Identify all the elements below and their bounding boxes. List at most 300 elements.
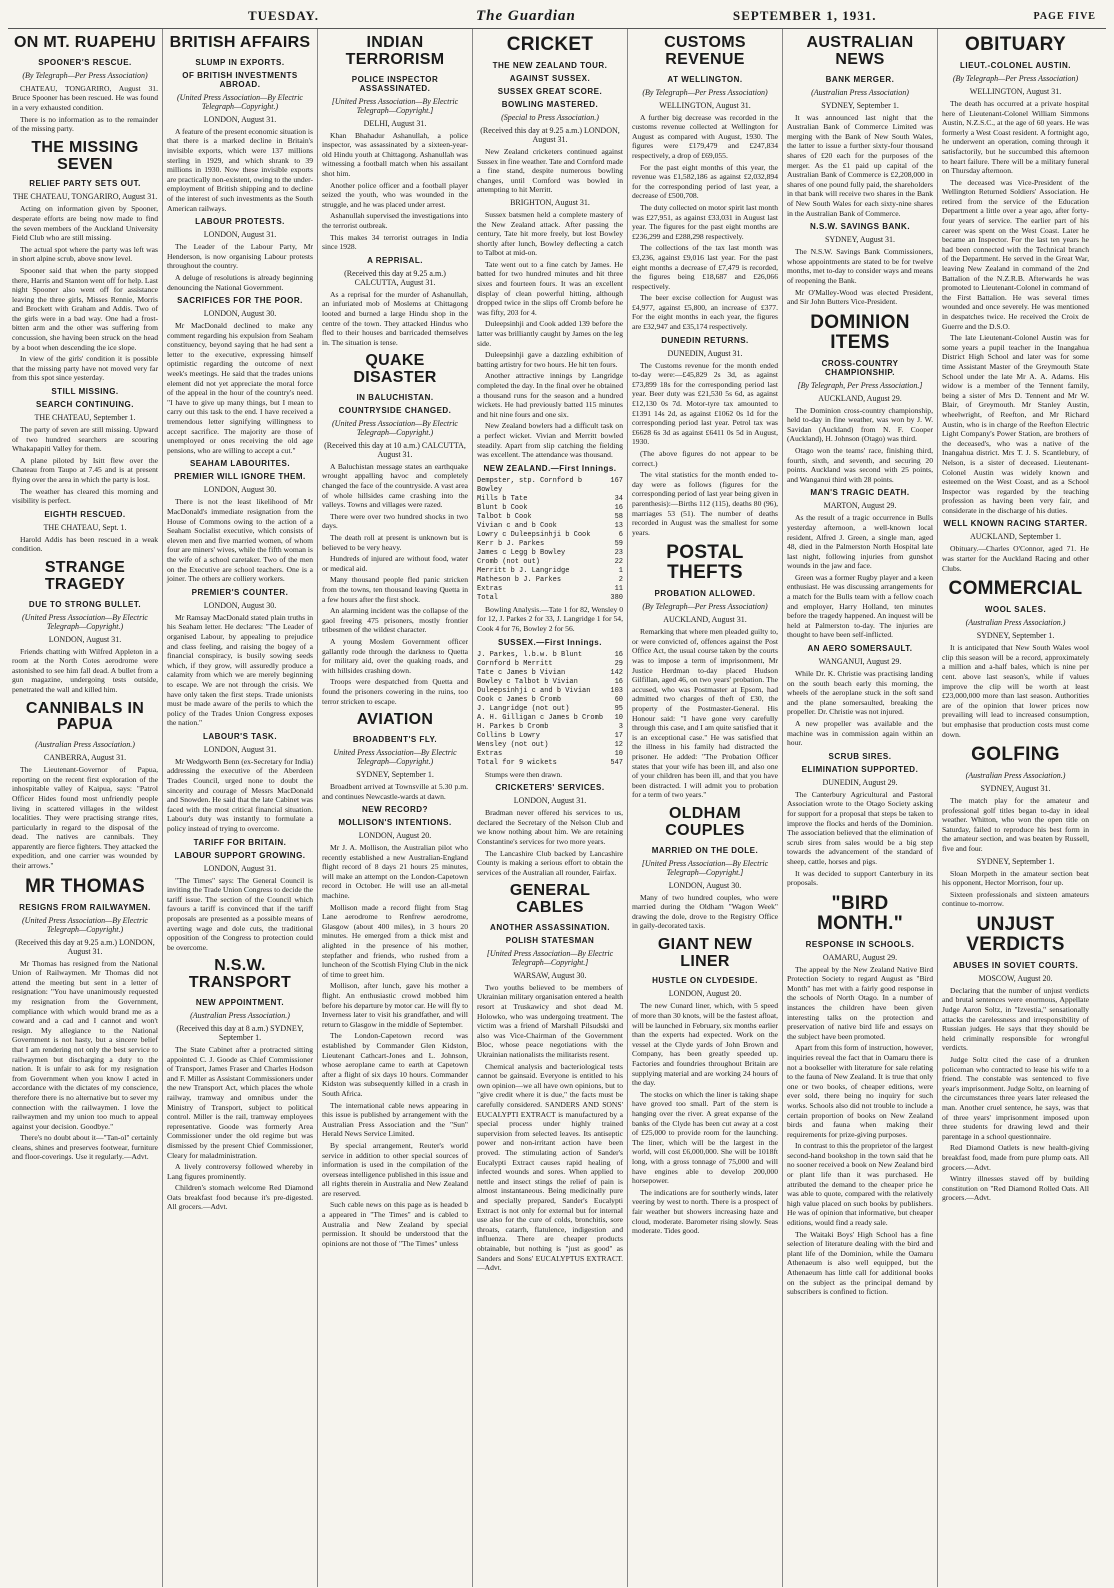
subhead: DUE TO STRONG BULLET. xyxy=(28,599,142,609)
scorecard-row xyxy=(477,594,623,603)
scorecard-row xyxy=(477,504,623,513)
runs-value: 142 xyxy=(610,668,623,677)
column-7 xyxy=(938,29,1093,1587)
headline-cricket: CRICKET xyxy=(506,34,594,55)
batsman-entry: Wensley (not out) xyxy=(477,740,549,749)
dateline: LONDON, August 31. xyxy=(48,634,122,644)
credit-line: (Special to Press Association.) xyxy=(501,112,599,122)
dateline: THE CHATEAU, September 1. xyxy=(34,413,136,423)
runs-value: 17 xyxy=(614,731,623,740)
runs-value: 23 xyxy=(614,548,623,557)
article-paragraph: A Baluchistan message states an earthquake wrought appalling havoc and completely changed the face of the countryside. A vast area of whole hillsides came crashing into the valleys. Towns and villages were razed. xyxy=(322,461,468,510)
batsman-entry: Dempster, stp. Cornford b Bowley xyxy=(477,476,583,494)
dateline: SYDNEY, September 1. xyxy=(356,769,434,779)
article-paragraph: Harold Addis has been rescued in a weak condition. xyxy=(12,534,158,554)
article-paragraph: Mr Wedgworth Benn (ex-Secretary for India) addressing the executive of the Aberdeen Trades Council, urged none to doubt the sincerity and courage of Messrs MacDonald and Snowden. He said that the late Cabinet was faced with the most critical financial situation. Labour's duty was instantly to formulate a policy instead of trying to overcome. xyxy=(167,756,313,834)
article-paragraph: There is not the least likelihood of Mr MacDonald's immediate resignation from the House of Commons owing to the action of a Seaham Socialist executive, which consists of eleven men and five married women, of whom four are miners' wives, while the fifth woman is the wife of a school caretaker. Two of the men on the Executive are school teachers. One is a joiner. The others are colliery workers. xyxy=(167,497,313,584)
dateline: WANGANUI, August 29. xyxy=(818,657,902,667)
dateline: WELLINGTON, August 31. xyxy=(659,100,751,110)
subhead: SACRIFICES FOR THE POOR. xyxy=(177,296,303,306)
headline-aviation: AVIATION xyxy=(356,711,434,729)
dateline: (Received this day at 9.25 a.m.) CALCUTTA, August 31. xyxy=(344,268,446,287)
credit-line: (United Press Association—By Electric Telegraph—Copyright.) xyxy=(22,915,148,934)
subhead: EIGHTH RESCUED. xyxy=(44,509,126,519)
newspaper-title: The Guardian xyxy=(475,7,576,24)
advertisement: Children's stomach welcome Red Diamond Oats breakfast food because it's pre-digested. All grocers.—Advt. xyxy=(167,1183,313,1212)
dateline: LONDON, August 31. xyxy=(513,796,587,806)
subhead: NEW RECORD? xyxy=(362,805,428,815)
scorecard-row xyxy=(477,660,623,669)
batsman-entry: Duleepsinhji c and b Vivian xyxy=(477,686,591,695)
subhead: N.S.W. SAVINGS BANK. xyxy=(809,222,911,232)
subhead: NEW APPOINTMENT. xyxy=(195,997,285,1007)
article-paragraph: A feature of the present economic situation is that there is a marked decline in Britain's invisible exports, which were 137 millions sterling in 1929, and which shrank to 39 millions in 1930. Now these invisible exports are practically non-existent, owing to the under-employment of British shipping and to decline of the interest of such investments as the South American railways. xyxy=(167,126,313,213)
article-paragraph: Two youths believed to be members of Ukrainian military organisation entered a health resort at Truskawicy and shot dead M. Holowko, who was undergoing treatment. The victim was a friend of Marshall Pilsudski and also was Vice-Chairman of the Government Bloc, whose peace negotiations with the Ukrainian nationalists the militarists resent. xyxy=(477,982,623,1060)
credit-line: (United Press Association—By Electric Telegraph—Copyright.) xyxy=(177,92,303,111)
credit-line: (United Press Association—By Electric Telegraph—Copyright.) xyxy=(332,418,458,437)
article-paragraph: The late Lieutenant-Colonel Austin was for some years a pupil teacher in the Inangahua District High School and later was for some time Assistant Master of the Greymouth State School under the late Mr A. A. Adams. His widow is a member of the Tennent family, being a sister of Mrs D. Tennent and Mr W. Blair, of Greymouth. Mr Stanley Austin, wheelwright, of Reefton, and Mr Richard Austin, who is in charge of the Reefton Electric Light Company's Power Station, are brothers of the deceased's, who was a native of the Inangahua district. Mrs T. J. S. Scantlebury, of Nelson, is a sister of deceased. Lieutenant-Colonel Austin was widely known and esteemed on the West Coast, and as a School Inspector was regarded by the teaching profession as having been very fair, and considerate in the discharge of his duties. xyxy=(942,333,1089,515)
article-paragraph: The match play for the amateur and professional golf titles began to-day in ideal weather. Whitton, who won the open title on Saturday, failed to reproduce his best form in the amateur section, and was beaten by Russell, five and four. xyxy=(942,796,1089,854)
subhead: BOWLING MASTERED. xyxy=(501,99,599,109)
scorecard-row xyxy=(477,750,623,759)
batsman-entry: Total xyxy=(477,593,499,602)
article-paragraph: The Waitaki Boys' High School has a fine selection of literature dealing with the bird and plant life of the Dominion, while the Oamaru Athenaeum is also well equipped, but the Athenaeum has little call for additional books on the subject as the principal demand by subscribers is confined to fiction. xyxy=(787,1229,933,1297)
runs-value: 16 xyxy=(614,650,623,659)
runs-value: 2 xyxy=(618,575,623,584)
article-paragraph: The vital statistics for the month ended to-day were as follows (figures for the corresponding period of last year being given in parenthesis):—Births 112 (115), deaths 80 (96), marriages 53 (51). The number of deaths recorded in August was the smallest for some years. xyxy=(632,470,778,537)
article-paragraph: Bowling Analysis.—Tate 1 for 82, Wensley 0 for 12, J. Parkes 2 for 33, J. Langridge 1 for 54, Cook 4 for 76, Bowley 2 for 56. xyxy=(477,604,623,633)
article-paragraph: The death roll at present is unknown but is believed to be very heavy. xyxy=(322,533,468,552)
article-paragraph: It was announced last night that the Australian Bank of Commerce Limited was merging with the Bank of New South Wales, the latter to issue a further sixty-four thousand shares of £20 each for the purposes of the merger. As the £1 paid up capital of the Australian Bank of Commerce is £2,208,000 in shares of one pound fully paid, the shareholders in that bank will receive two shares in the Bank of New South Wales for each sixty-nine shares in the Australian Bank of Commerce. xyxy=(787,112,933,218)
dateline: SYDNEY, September 1. xyxy=(821,100,899,110)
scorecard-row xyxy=(477,678,623,687)
article-paragraph: New Zealand cricketers continued against Sussex in fine weather. Tate and Cornford made a fine stand, despite numerous bowling changes, until Cornford was bowled in attempting to hit Merritt. xyxy=(477,146,623,195)
article-paragraph: The Canterbury Agricultural and Pastoral Association wrote to the Otago Society asking for support for a proposal that steps be taken to improve the flocks and herds of the Dominion. The association believed that the elimination of scrub sires from sales would be a big step towards the advancement of the standard of sheep, cattle, horses and pigs. xyxy=(787,789,933,866)
subhead: RESPONSE IN SCHOOLS. xyxy=(805,939,915,949)
subhead: SEAHAM LABOURITES. xyxy=(189,459,291,469)
scorecard-row xyxy=(477,567,623,576)
batsman-entry: Collins b Lowry xyxy=(477,731,541,740)
headline-british-affairs: BRITISH AFFAIRS xyxy=(169,34,311,51)
article-paragraph: The Customs revenue for the month ended to-day were:—£45,829 2s 3d, as against £73,899 18s for the corresponding period last year. Beer duty was £21,530 5s 6d, as against £12,130 0s 7d. Motor-tyre tax amounted to £1391 14s 2d, as against £1062 0s 1d for the corresponding period last year. Petrol tax was £6628 6s 3d as against £6411 0s 5d in August, 1930. xyxy=(632,360,778,447)
runs-value: 380 xyxy=(610,593,623,602)
dateline: LONDON, August 30. xyxy=(203,485,277,495)
article-paragraph: There is no information as to the remainder of the missing party. xyxy=(12,114,158,134)
notice-paragraph: By special arrangement, Reuter's world service in addition to other special sources of information is used in the compilation of the overseas intelligence published in this issue and all rights therein in Australia and New Zealand are reserved. xyxy=(322,1140,468,1198)
dateline: SYDNEY, August 31. xyxy=(980,784,1051,794)
dateline: DELHI, August 31. xyxy=(363,118,427,128)
scorecard-row xyxy=(477,651,623,660)
dateline: DUNEDIN, August 29. xyxy=(822,777,898,787)
batsman-entry: Kerr b J. Parkes xyxy=(477,539,545,548)
runs-value: 12 xyxy=(614,740,623,749)
scorecard-row xyxy=(477,495,623,504)
runs-value: 10 xyxy=(614,713,623,722)
dateline: CANBERRA, August 31. xyxy=(43,753,127,763)
article-paragraph: Broadbent arrived at Townsville at 5.30 p.m. and continues Newcastle-wards at dawn. xyxy=(322,781,468,801)
subhead: PROBATION ALLOWED. xyxy=(654,589,756,599)
subhead: STILL MISSING. xyxy=(51,387,119,397)
article-paragraph: It is anticipated that New South Wales wool clip this season will be a record, approximately a million and a-half bales, which is nine per cent. above last season's, while if values improve the clip will be worth at least £23,000,000 more than last season. Authorities are of the opinion that lower prices now prevailing will lead to increased consumption, but emphasise that production costs must come down. xyxy=(942,643,1089,739)
headline-postal-thefts: POSTAL THEFTS xyxy=(666,542,744,584)
article-paragraph: The State Cabinet after a protracted sitting appointed C. J. Goode as Chief Commissioner of Transport, James Fraser and Charles Hodson and F. Miller as Assistant Commissioners under the new Transport Act, which places the whole railway, tramway and omnibus under the Ministry of Transport, subject to political control. Miller is the rail, tramway employees representative. Goode was formerly Area Commissioner under the old regime but was dismissed by the present Chief Commissioner, Cleary for maladministration. xyxy=(167,1044,313,1160)
advertisement: There's no doubt about it—"Tan-ol" certainly cleans, shines and preserves footwear, furniture and floor-coverings. Use it regularly.—Advt. xyxy=(12,1133,158,1162)
scorecard-row xyxy=(477,540,623,549)
credit-line: [United Press Association—By Electric Telegraph—Copyright.] xyxy=(331,96,459,115)
runs-value: 58 xyxy=(614,512,623,521)
article-paragraph: Another police officer and a football player seized the youth, who was wounded in the struggle, and he was placed under arrest. xyxy=(322,180,468,209)
subhead: HUSTLE ON CLYDESIDE. xyxy=(652,976,758,986)
article-paragraph: The party of seven are still missing. Upward of two hundred searchers are scouring Whakapapiti Valley for them. xyxy=(12,425,158,454)
dateline: LONDON, August 30. xyxy=(203,309,277,319)
subhead: COUNTRYSIDE CHANGED. xyxy=(338,405,452,415)
column-5 xyxy=(628,29,783,1587)
article-paragraph: The actual spot where the party was left was in short alpine scrub, above snow level. xyxy=(12,244,158,264)
batsman-entry: Talbot b Cook xyxy=(477,512,532,521)
dateline: WELLINGTON, August 31. xyxy=(969,86,1062,96)
article-paragraph: Hundreds of injured are without food, water or medical aid. xyxy=(322,554,468,573)
batsman-entry: Total for 9 wickets xyxy=(477,758,557,767)
runs-value: 167 xyxy=(610,476,623,485)
notice-paragraph: The international cable news appearing in this issue is published by arrangement with the Australian Press Association and the "Sun" Herald News Service Limited. xyxy=(322,1100,468,1139)
article-paragraph: The death has occurred at a private hospital here of Lieutenant-Colonel William Simmons Austin, N.Z.S.C., at the age of 60 years. He was formerly a West Coast resident. A fortnight ago, he underwent an operation, coming through it satisfactorily, but he succumbed this afternoon to heart failure. There will be a military funeral on Thursday afternoon. xyxy=(942,98,1089,176)
scorecard-row xyxy=(477,696,623,705)
batsman-entry: Extras xyxy=(477,749,503,758)
credit-line: United Press Association—By Electric Telegraph—Copyright.) xyxy=(333,747,457,766)
article-paragraph: Judge Soltz cited the case of a drunken policeman who contracted to lease his wife to a friend. The constable was sentenced to five year's imprisonment. Judge Soltz, on learning of the circumstances three years later released the man. Another cruel sentence, he says, was that of three years' imprisonment imposed upon three students for drawing lewd and their parentage in a school questionnaire. xyxy=(942,1055,1089,1141)
subhead: IN BALUCHISTAN. xyxy=(356,392,434,402)
subhead: OF BRITISH INVESTMENTS ABROAD. xyxy=(182,70,298,89)
advertisement: Wintry illnesses staved off by building constitution on "Red Diamond Rolled Oats. All grocers.—Advt. xyxy=(942,1174,1089,1203)
scorecard-new-zealand xyxy=(477,477,623,603)
article-paragraph: The deceased was Vice-President of the Wellington Returned Soldiers' Association. He retired from the service of the Education Department a little over a year ago, after forty-four years of service. The earlier part of his career was spent on the West Coast. Later he became an Inspector. For the last ten years he had been connected with the Technical branch of the Department. He served in the Great War, leaving New Zealand in command of the 2nd Battalion of the N.Z.R.B. Afterwards he was promoted to Lieutenant-Colonel in command of the First Battalion. He was several times wounded and once severely. He was mentioned in despatches twice. He received the Croix de Guerre and the D.S.O. xyxy=(942,177,1089,331)
dateline: MARTON, August 29. xyxy=(823,501,897,511)
article-paragraph: Declaring that the number of unjust verdicts and brutal sentences were enormous, Appellate Judge Aaron Soltz, in "Izvestia," sensationally attacks the carelessness and irresponsibility of Russian judges. He says that they should be held criminally responsible for wrongful verdicts. xyxy=(942,985,1089,1053)
dateline: (Received this day at 10 a.m.) CALCUTTA, August 31. xyxy=(324,440,466,459)
headline-commercial: COMMERCIAL xyxy=(948,578,1083,600)
subhead: SUSSEX.—First Innings. xyxy=(498,637,602,647)
dateline: DUNEDIN, August 31. xyxy=(667,348,743,358)
subhead: AN AERO SOMERSAULT. xyxy=(807,644,913,654)
article-paragraph: It was decided to support Canterbury in its proposals. xyxy=(787,868,933,888)
subhead: RELIEF PARTY SETS OUT. xyxy=(29,179,141,189)
dateline: LONDON, August 31. xyxy=(203,230,277,240)
article-paragraph: Tate went out to a fine catch by James. He batted for two hundred minutes and hit three sixes and fourteen fours. It was an excellent display of clean powerful hitting, although dropped twice in the slips off Cromb before he was fifty, 203 for 4. xyxy=(477,259,623,317)
runs-value: 16 xyxy=(614,677,623,686)
batsman-entry: Lowry c Duleepsinhji b Cook xyxy=(477,530,591,539)
subhead: MAN'S TRAGIC DEATH. xyxy=(810,488,910,498)
article-paragraph: Mollison made a record flight from Stag Lane aerodrome to Renfrew aerodrome, Glasgow (about 400 miles), in 3 hours 20 minutes. He emerged from a thick mist and alighted in the presence of his mother, stepfather and friends, who rushed from a luncheon of the Scottish Flying Club in the nick of time to greet him. xyxy=(322,902,468,979)
subhead: POLICE INSPECTOR ASSASSINATED. xyxy=(351,74,439,93)
credit-line: (Australian Press Association.) xyxy=(965,618,1066,628)
article-paragraph: New Zealand bowlers had a difficult task on a perfect wicket. Vivian and Merritt bowled steadily. Apart from slip catching the fielding was excellent. The attendance was thousand. xyxy=(477,421,623,460)
runs-value: 16 xyxy=(614,503,623,512)
article-paragraph: The duty collected on motor spirit last month was £27,951, as against £33,031 in August last year. The figures for the past eight months are £236,299 and £288,298 respectively. xyxy=(632,202,778,241)
headline-missing-seven: THE MISSING SEVEN xyxy=(31,138,139,173)
subhead: MARRIED ON THE DOLE. xyxy=(651,845,759,855)
scorecard-row xyxy=(477,531,623,540)
article-paragraph: CHATEAU, TONGARIRO, August 31. Bruce Spooner has been rescued. He was found in a very exhausted condition. xyxy=(12,83,158,112)
article-paragraph: In view of the girls' condition it is possible that the missing party have not moved very far from this spot since yesterday. xyxy=(12,354,158,383)
subhead: SUSSEX GREAT SCORE. xyxy=(497,86,603,96)
dateline: SYDNEY, September 1. xyxy=(976,856,1055,866)
column-6 xyxy=(783,29,938,1587)
scorecard-row xyxy=(477,522,623,531)
runs-value: 22 xyxy=(614,557,623,566)
article-paragraph: Sixteen professionals and sixteen amateurs continue to-morrow. xyxy=(942,889,1089,909)
article-paragraph: A young Moslem Government officer gallantly rode through the darkness to Quetta for military aid, over the quaking roads, and with hillsides crashing down. xyxy=(322,636,468,675)
article-paragraph: An alarming incident was the collapse of the gaol freeing 475 prisoners, mostly frontier tribesmen of the wildest character. xyxy=(322,606,468,635)
scorecard-row xyxy=(477,705,623,714)
dateline: LONDON, August 31. xyxy=(203,863,277,873)
subhead: SPOONER'S RESCUE. xyxy=(38,57,132,67)
article-paragraph: Bradman never offered his services to us, declared the Secretary of the Nelson Club and we know nothing about him. We are retaining Constantine's services for two more years. xyxy=(477,808,623,846)
dateline: OAMARU, August 29. xyxy=(822,952,898,962)
runs-value: 59 xyxy=(614,539,623,548)
batsman-entry: Extras xyxy=(477,584,503,593)
subhead: THE NEW ZEALAND TOUR. xyxy=(492,60,608,70)
runs-value: 3 xyxy=(618,722,623,731)
dateline: LONDON, August 20. xyxy=(358,831,432,841)
headline-strange-tragedy: STRANGE TRAGEDY xyxy=(44,558,126,593)
batsman-entry: A. H. Gilligan c James b Cromb xyxy=(477,713,604,722)
scorecard-row xyxy=(477,558,623,567)
column-3 xyxy=(318,29,473,1587)
article-paragraph: Obituary.—Charles O'Connor, aged 71. He was starter for the Auckland Racing and other Clubs. xyxy=(942,544,1089,573)
runs-value: 1 xyxy=(618,566,623,575)
article-paragraph: For the past eight months of this year, the revenue was £1,582,186 as against £2,032,894 for the corresponding period of last year, a decrease of £500,708. xyxy=(632,162,778,201)
scorecard-row xyxy=(477,576,623,585)
batsman-entry: Vivian c and b Cook xyxy=(477,521,557,530)
subhead: DUNEDIN RETURNS. xyxy=(661,335,749,345)
article-paragraph: The London-Capetown record was established by Commander Glen Kidston, Lieutenant Cathcart-Jones and L. Johnson, whose aeroplane came to earth at Capetown after a flight of six days 10 hours. Commander Kidston was subsequently killed in a crash in South Africa. xyxy=(322,1031,468,1098)
headline-australian-news: AUSTRALIAN NEWS xyxy=(806,34,914,68)
batsman-entry: Cornford b Merritt xyxy=(477,659,553,668)
batsman-entry: Merritt b J. Langridge xyxy=(477,566,570,575)
dateline: MOSCOW, August 20. xyxy=(978,973,1053,983)
batsman-entry: Mills b Tate xyxy=(477,494,528,503)
article-paragraph: A further big decrease was recorded in the customs revenue collected at Wellington for August as compared with August, 1930. The figures were £179,479 and £247,834 respectively, a drop of £69,055. xyxy=(632,112,778,160)
headline-mt-ruapehu: ON MT. RUAPEHU xyxy=(14,34,156,51)
article-paragraph: Mollison, after lunch, gave his mother a flight. An enthusiastic crowd mobbed him before his departure by motor car. He will fly to Inverness later to visit his grandfather, and will return to Glasgow in the middle of September. xyxy=(322,981,468,1029)
article-paragraph: The beer excise collection for August was £4,977, against £5,800, an increase of £377. For the eight months in each year, the figures are £32,947 and £35,174 respectively. xyxy=(632,293,778,332)
article-paragraph: Many of two hundred couples, who were married during the Oldham "Wagon Week" drawing the dole, drove to the Registry Office in gaily-decorated taxis. xyxy=(632,892,778,931)
subhead: SCRUB SIRES. xyxy=(828,751,892,761)
dateline: LONDON, August 31. xyxy=(203,114,277,124)
article-paragraph: (The above figures do not appear to be correct.) xyxy=(632,449,778,468)
credit-line: (Australian Press Association.) xyxy=(35,740,135,750)
subhead: SLUMP IN EXPORTS. xyxy=(195,57,285,67)
subhead: AGAINST SUSSEX. xyxy=(509,73,591,83)
runs-value: 13 xyxy=(614,521,623,530)
article-paragraph: The Lieutenant-Governor of Papua, reporting on the recent first exploration of the inhospitable valley of Kaipua, says: "Patrol Officer Hides found most unfriendly people living in scattered villages in the wildest localities. They were practising strange rites, particularly in regard to the disposal of the dead. The natives are cannibals. They apparently are fierce fighters. They attacked the expedition, and one carrier was wounded by their arrows." xyxy=(12,765,158,871)
headline-indian-terrorism: INDIAN TERRORISM xyxy=(345,34,445,68)
subhead: PREMIER WILL IGNORE THEM. xyxy=(174,472,306,482)
subhead: MOLLISON'S INTENTIONS. xyxy=(338,818,452,828)
credit-line: (By Telegraph—Per Press Association) xyxy=(642,602,768,612)
batsman-entry: Blunt b Cook xyxy=(477,503,528,512)
runs-value: 60 xyxy=(614,695,623,704)
subhead: TARIFF FOR BRITAIN. xyxy=(193,837,287,847)
article-paragraph: The stocks on which the liner is taking shape have groved too small. Part of the stern is hanging over the river. A great expanse of the banks of the Clyde has been cut away at a cost of £25,000 to provide room for the launching. The liner, which will be the largest in the world, will cost £6,000,000. She will be 1018ft long, with a gross tonnage of 75,000 and will have engines able to develop 200,000 horsepower. xyxy=(632,1089,778,1186)
subhead: RESIGNS FROM RAILWAYMEN. xyxy=(19,902,151,912)
dateline: (Received this day at 9.25 a.m.) LONDON, August 31. xyxy=(480,125,620,144)
credit-line: [United Press Association—By Electric Telegraph—Copyright.] xyxy=(641,858,769,877)
subhead: PREMIER'S COUNTER. xyxy=(191,587,289,597)
article-paragraph: The new Cunard liner, which, with 5 speed of more than 30 knots, will be the fastest afloat, will be launched in February, six months earlier than the experts had expected. Work on the vessel at the Clyde yards of John Brown and Company, has been greatly speeded up. Factories and foundries throughout Britain are supplying material and are working 24 hours of the day. xyxy=(632,1001,778,1088)
subhead: BROADBENT'S FLY. xyxy=(352,734,438,744)
dateline: WARSAW, August 30. xyxy=(513,970,587,980)
subhead: ANOTHER ASSASSINATION. xyxy=(490,922,610,932)
article-paragraph: While Dr. K. Christie was practising landing on the south beach early this morning, the wheels of the aeroplane stuck in the soft sand and the plane somersaulted, breaking the propeller. Dr. Christie was not injured. xyxy=(787,669,933,717)
runs-value: 95 xyxy=(614,704,623,713)
article-paragraph: Friends chatting with Wilfred Appleton in a room at the North Cotes aerodrome were astonished to see him fall dead. A bullet from a gun magazine, undergoing tests outside, penetrated the wall and killed him. xyxy=(12,646,158,694)
article-paragraph: Duleepsinhji gave a dazzling exhibition of batting artistry for two hours. He hit ten fours. xyxy=(477,350,623,369)
article-paragraph: Remarking that where men pleaded guilty to, or were convicted of, offences against the Post Office Act, the usual course taken by the courts was to impose a term of imprisonment, Mr Justice Herdman to-day placed Hudson Gilfillan, aged 46, on two years' probation. The accused, who was Postmaster at Epsom, had admitted two charges of theft of £30, the property of the Postmaster-General. His Honour said: "I have gone very carefully through this case, and I am quite satisfied that it is an exceptional case." He was satisfied that the illness in his family had distracted the prisoner. He added: "The Probation Officer states that your wife has been ill, and also one of your children has been ill, and that you have been distracted. I will admit you to probation for a term of two years." xyxy=(632,627,778,800)
advertisement: Chemical analysis and bacteriological tests cannot be gainsaid. Everyone is entitled to his own opinion—we all have own opinions, but to "give credit where it is due," the facts must be carefully considered. SANDERS AND SONS' EUCALYPTI EXTRACT is manufactured by a special process under highly trained supervision from selected leaves. Its antiseptic power and non-irritant action have been proved. The stimulating action of Sander's Eucalypti Extract causes rapid healing of infected wounds and sores. When applied to nettle and insect stings the relief of pain is almost instantaneous. Being medicinally pure and specially prepared, Sander's Eucalypti Extract is not only for external but for internal use also for the cure of colds, bronchitis, sore throats, catarrh, flatulence, indigestion and influenza. There are cheaper products obtainable, but nothing is "just as good" as Sanders and Sons' EUCALYPTUS EXTRACT.—Advt. xyxy=(477,1061,623,1273)
scorecard-sussex xyxy=(477,651,623,768)
runs-value: 34 xyxy=(614,494,623,503)
article-paragraph: Sloan Morpeth in the amateur section beat his opponent, Hector Morrison, four up. xyxy=(942,868,1089,888)
headline-nsw-transport: N.S.W. TRANSPORT xyxy=(188,957,292,992)
article-paragraph: A deluge of resolutions is already beginning denouncing the National Government. xyxy=(167,272,313,292)
subhead: LABOUR PROTESTS. xyxy=(195,217,285,227)
headline-bird-month: "BIRD MONTH." xyxy=(816,892,904,934)
subhead: LIEUT.-COLONEL AUSTIN. xyxy=(960,60,1071,70)
credit-line: [United Press Association—By Electric Telegraph—Copyright.] xyxy=(486,948,614,967)
article-paragraph: Mr Ramsay MacDonald stated plain truths in his Seaham letter. He declares: "The Leader of organised Labour, by appealing to prejudice and class feeling, and raising the bogey of a financial conspiracy, is busily sowing seeds which, if they grow, will assuredly produce a calamity from which we are merely beginning to escape. We are not through the crisis. We have only taken the first steps. Trade unionists must be made aware of the perils to which the policy of the Trades Union Congress exposes the nation." xyxy=(167,612,313,728)
subhead: SEARCH CONTINUING. xyxy=(36,400,134,410)
issue-date: SEPTEMBER 1, 1931. xyxy=(732,8,877,23)
scorecard-row xyxy=(477,714,623,723)
dateline: SYDNEY, September 1. xyxy=(976,631,1055,641)
article-paragraph: The Dominion cross-country championship, held to-day in fine weather, was won by J. W. Savidan (Auckland) from N. F. Cooper (Auckland), H. Johnson (Otago) was third. xyxy=(787,405,933,444)
article-paragraph: Apart from this form of instruction, however, inquiries reveal the fact that in Oamaru there is not a bookseller with literature for sale relating to the fauna of New Zealand. It is true that only one or two books, of cheaper editions, were ever sold, there being no inquiry for such works. Schools also did not trouble to include a certain proportion of books on New Zealand birds and fauna when making their requirements for prize-giving purposes. xyxy=(787,1043,933,1139)
headline-giant-new-liner: GIANT NEW LINER xyxy=(657,935,753,970)
article-paragraph: The Lancashire Club backed by Lancashire County is making a serious effort to obtain the services of the Australian all rounder, Fairfax. xyxy=(477,848,623,877)
article-paragraph: Another attractive innings by Langridge completed the day. In the final over he obtained a thousand runs for the season and a hundred wickets. He had previously batted 115 minutes and hit nine fours and one six. xyxy=(477,371,623,419)
headline-customs-revenue: CUSTOMS REVENUE xyxy=(664,34,746,68)
scorecard-row xyxy=(477,723,623,732)
weather-forecast: The indications are for southerly winds, later veering by west to north. There is a prospect of fair weather but showers increasing haze and cloud, moderate. Barometer rising slowly. Seas moderate. Tides good. xyxy=(632,1187,778,1236)
batsman-entry: J. Parkes, l.b.w. b Blunt xyxy=(477,650,583,659)
page-number: PAGE FIVE xyxy=(1033,10,1096,22)
article-paragraph: Duleepsinhji and Cook added 139 before the latter was brilliantly caught by James on the leg side. xyxy=(477,319,623,348)
article-paragraph: Mr O'Malley-Wood was elected President, and Sir John Butters Vice-President. xyxy=(787,287,933,307)
article-paragraph: Ashanullah supervised the investigations into the terrorist outbreak. xyxy=(322,211,468,230)
dateline: LONDON, August 31. xyxy=(203,744,277,754)
dateline: (Received this day at 9.25 a.m.) LONDON, August 31. xyxy=(15,937,155,956)
article-paragraph: "The Times" says: The General Council is inviting the Trade Union Congress to decide the tariff issue. The section of the Council which favours a tariff is convinced that if the tariff proposals are presented as a possible means of averting wage and dole cuts, the traditional opposition of the Congress to protection could be overcome. xyxy=(167,875,313,952)
scorecard-row xyxy=(477,669,623,678)
runs-value: 10 xyxy=(614,749,623,758)
headline-unjust-verdicts: UNJUST VERDICTS xyxy=(966,914,1065,955)
dateline: (Received this day at 8 a.m.) SYDNEY, September 1. xyxy=(176,1023,304,1042)
subhead: LABOUR SUPPORT GROWING. xyxy=(174,850,306,860)
advertisement: Red Diamond Oatlets is new health-giving breakfast food, made from pure plump oats. All grocers.—Advt. xyxy=(942,1143,1089,1172)
article-paragraph: Stumps were then drawn. xyxy=(485,769,563,779)
subhead: A REPRISAL. xyxy=(367,255,423,265)
credit-line: (Australian Press Association.) xyxy=(965,771,1066,781)
scorecard-row xyxy=(477,732,623,741)
article-paragraph: The appeal by the New Zealand Native Bird Protection Society to regard August as "Bird Month" has met with a fairly good response in the schools of North Otago. In a number of instances the children have been given interesting talks on the protection and preservation of native bird life and essays on the subject have been promoted. xyxy=(787,964,933,1041)
article-paragraph: Troops were despatched from Quetta and found the prisoners cowering in the ruins, too terror stricken to escape. xyxy=(322,677,468,706)
headline-golfing: GOLFING xyxy=(971,744,1060,766)
headline-mr-thomas: MR THOMAS xyxy=(25,875,145,897)
subhead: ABUSES IN SOVIET COURTS. xyxy=(952,960,1079,970)
subhead: WELL KNOWN RACING STARTER. xyxy=(943,519,1088,529)
scorecard-row xyxy=(477,549,623,558)
columns xyxy=(8,29,1106,1587)
article-paragraph: A new propeller was available and the machine was in commission again within an hour. xyxy=(787,719,933,748)
article-paragraph: Many thousand people fled panic stricken from the towns, ten thousand leaving Quetta in a few hours after the first shock. xyxy=(322,575,468,604)
scorecard-row xyxy=(477,585,623,594)
article-paragraph: Mr J. A. Mollison, the Australian pilot who recently established a new Australian-England flight record of 8 days 21 hours 25 minutes, will make an attempt on the London-Capetown record in October. He will use an all-metal machine. xyxy=(322,843,468,901)
article-paragraph: Sussex batsmen held a complete mastery of the New Zealand attack. After passing the century, Tate hit more freely, but lost Bowley shortly after lunch, Bowley deflecting a catch to Talbot at mid-on. xyxy=(477,209,623,258)
dateline: AUCKLAND, September 1. xyxy=(969,532,1062,542)
article-paragraph: The collections of the tax last month was £3,236, against £9,016 last year. For the past eight months a decrease of £7,479 is recorded, the figures being £18,687 and £26,066 respectively. xyxy=(632,243,778,291)
runs-value: 547 xyxy=(610,758,623,767)
dateline: LONDON, August 20. xyxy=(668,989,742,999)
notice-paragraph: Such cable news on this page as is headed b a appeared in "The Times" and is cabled to Australia and New Zealand by special permission. It should be understood that the opinions are not those of "The Times" unless xyxy=(322,1200,468,1248)
subhead: CROSS-COUNTRY CHAMPIONSHIP. xyxy=(821,358,899,377)
dateline: THE CHATEAU, Sept. 1. xyxy=(43,522,127,532)
scorecard-row xyxy=(477,687,623,696)
issue-day: TUESDAY. xyxy=(248,8,319,23)
batsman-entry: Cromb (not out) xyxy=(477,557,541,566)
column-4 xyxy=(473,29,628,1587)
batsman-entry: Tate c James b Vivian xyxy=(477,668,566,677)
article-paragraph: Otago won the teams' race, finishing third, fourth, sixth, and seventh, and securing 20 points. Auckland was second with 25 points, and Wanganui third with 28 points. xyxy=(787,445,933,484)
headline-obituary: OBITUARY xyxy=(965,34,1066,55)
article-paragraph: Mr Thomas has resigned from the National Union of Railwaymen. Mr Thomas did not attend the meeting but sent in a letter of resignation: "You have unanimously requested my resignation from the Government, compliance with which would brand me as a coward and a cad and I cannot and won't resign. My allegiance to the National Government is not hasty, but a sincere belief that I am rendering not only the best service to railwaymen but discharging a duty to the nation. It is unfair to ask for my resignation from Government when you know I acted in accordance with the dictates of my conscience, therefore there is no alternative but to sever my connection with the railwaymen. I love the railwaymen and my union too much to appeal against your decision. Goodbye." xyxy=(12,958,158,1131)
headline-quake-disaster: QUAKE DISASTER xyxy=(353,352,437,387)
batsman-entry: James c Legg b Bowley xyxy=(477,548,566,557)
article-paragraph: As the result of a tragic occurrence in Bulls yesterday afternoon, a well-known local resident, Alfred J. Green, a single man, aged 48, died in the Palmerston North Hospital late last night, following injuries from gunshot wounds in the jaw and face. xyxy=(787,513,933,571)
article-paragraph: A plane piloted by Isitt flew over the Chateau from Taupo at 7.45 and is at present flying over the area in which the party is lost. xyxy=(12,455,158,485)
batsman-entry: J. Langridge (not out) xyxy=(477,704,570,713)
credit-line: (By Telegraph—Per Press Association) xyxy=(22,70,148,80)
dateline: LONDON, August 30. xyxy=(668,880,742,890)
dateline: BRIGHTON, August 31. xyxy=(510,197,590,207)
scorecard-row xyxy=(477,477,623,495)
batsman-entry: H. Parkes b Cromb xyxy=(477,722,549,731)
batsman-entry: Cook c James b Cromb xyxy=(477,695,562,704)
article-paragraph: Khan Bhahadur Ashanullah, a police inspector, was assassinated by a sixteen-year-old Hindu youth at Chittagong. Ashanullah was witnessing a football match when his assailant shot him. xyxy=(322,130,468,178)
column-2 xyxy=(163,29,318,1587)
article-paragraph: Spooner said that when the party stopped there, Harris and Stanton went off for help. Last night Spooner also went off for assistance leaving the three girls, Misses Rennie, Morris and Brockett with Graham and Addis. Two of the girls were in a bad way. One had a frost-bitten arm and the other was suffering from concussion, she having been struck on the head by a boot when descending the ice slope. xyxy=(12,265,158,352)
batsman-entry: Matheson b J. Parkes xyxy=(477,575,562,584)
subhead: POLISH STATESMAN xyxy=(505,935,595,945)
credit-line: (Australian Press Association.) xyxy=(190,1010,290,1020)
headline-oldham-couples: OLDHAM COUPLES xyxy=(665,804,745,839)
article-paragraph: A lively controversy followed whereby in Lang figures prominently. xyxy=(167,1162,313,1181)
scorecard-row xyxy=(477,513,623,522)
article-paragraph: Green was a former Rugby player and a keen enthusiast. He was discussing arrangements for a match for the Bulls team with a fellow coach and employer, Harry Holland, ten minutes before the tragedy happened. An inquest will be held at Palmerston to-day. The injuries are thought to have been self-inflicted. xyxy=(787,572,933,640)
headline-cannibals-papua: CANNIBALS IN PAPUA xyxy=(25,699,145,734)
scorecard-row xyxy=(477,741,623,750)
scorecard-row xyxy=(477,759,623,768)
dateline: SYDNEY, August 31. xyxy=(824,235,896,245)
credit-line: (By Telegraph—Per Press Association) xyxy=(642,87,768,97)
dateline: LONDON, August 30. xyxy=(203,600,277,610)
dateline: AUCKLAND, August 29. xyxy=(818,393,902,403)
column-1 xyxy=(8,29,163,1587)
article-paragraph: The weather has cleared this morning and visibility is perfect. xyxy=(12,486,158,506)
article-paragraph: In contrast to this the proprietor of the largest second-hand bookshop in the town said that he no sooner received a book on New Zealand bird or plant life than it was purchased. He attributed the demand to the cheaper price he was able to quote, compared with the relatively high value placed on such books by publishers. He was of opinion that informative, but cheaper editions, would find a ready sale. xyxy=(787,1141,933,1228)
masthead xyxy=(8,4,1106,29)
article-paragraph: As a reprisal for the murder of Ashanullah, an infuriated mob of Moslems at Chittagong looted and burned a large Hindu shop in the centre of the town. They attacked Hindus who fled to their houses and barricaded themselves in. The situation is tense. xyxy=(322,289,468,347)
